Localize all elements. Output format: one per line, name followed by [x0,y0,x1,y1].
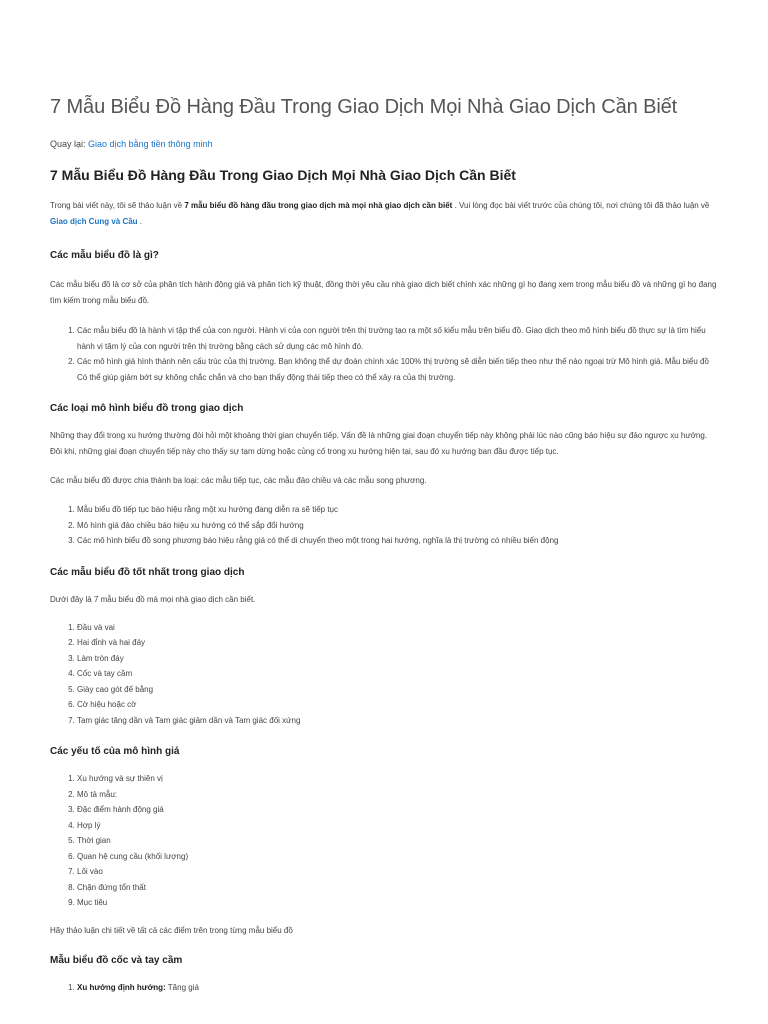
list-item: 5. Giày cao gót đế bằng [77,682,721,698]
list-item: 2. Mô tả mẫu: [77,787,721,803]
section-heading-pattern-types: Các loại mô hình biểu đồ trong giao dịch [50,403,244,414]
best-patterns-list [50,620,721,729]
list-item: 1. Các mẫu biểu đồ là hành vi tập thể của con người. Hành vi của con người trên thị trường tạo ra một số kiểu mẫu trên biểu đồ. Giao dịch theo mô hình biểu đồ thực sự là tìm hiểu hành vi tâm lý của con người trên thị trường bằng cách sử dụng các mô hình đó. [77,323,721,354]
pattern-elements-list [50,771,721,911]
section-heading-best-patterns: Các mẫu biểu đồ tốt nhất trong giao dịch [50,566,245,578]
list-item: 3. Làm tròn đáy [77,651,721,667]
article-title: 7 Mẫu Biểu Đồ Hàng Đầu Trong Giao Dịch Mọi Nhà Giao Dịch Cần Biết [50,167,516,183]
section-heading-what-are-patterns: Các mẫu biểu đồ là gì? [50,250,159,261]
list-item: 5. Thời gian [77,833,721,849]
list-item-value: Tăng giá [165,982,199,992]
section-paragraph: Các mẫu biểu đồ là cơ sở của phân tích hành động giá và phân tích kỹ thuật, đồng thời yêu cầu nhà giao dịch biết chính xác những gì họ đang xem trong mẫu biểu đồ và những gì họ đang tìm kiếm trong mẫu biểu đồ. [50,280,717,305]
cup-handle-list [50,980,721,996]
list-item: 6. Cờ hiệu hoặc cờ [77,697,721,713]
list-item: 7. Tam giác tăng dần và Tam giác giảm dần và Tam giác đối xứng [77,713,721,729]
list-item: 1. Mẫu biểu đồ tiếp tục báo hiệu rằng một xu hướng đang diễn ra sẽ tiếp tục [77,502,721,518]
list-item: 2. Mô hình giá đảo chiều báo hiệu xu hướng có thể sắp đổi hướng [77,518,721,534]
list-item: 7. Lối vào [77,864,721,880]
list-item: 3. Đặc điểm hành động giá [77,802,721,818]
section-paragraph: Dưới đây là 7 mẫu biểu đồ mà mọi nhà giao dịch cần biết. [50,594,256,604]
list-item: 6. Quan hệ cung cầu (khối lượng) [77,849,721,865]
intro-text-middle: . Vui lòng đọc bài viết trước của chúng tôi, nơi chúng tôi đã thảo luận về [452,201,710,210]
article-body [50,167,721,995]
list-item: 3. Các mô hình biểu đồ song phương báo hiệu rằng giá có thể di chuyển theo một trong hai hướng, nghĩa là thị trường có nhiều biến động [77,533,721,549]
section-heading-cup-and-handle: Mẫu biểu đồ cốc và tay cầm [50,954,183,966]
patterns-explanation-list [50,323,721,385]
supply-demand-link[interactable]: Giao dịch Cung và Cầu [50,217,138,226]
section-heading-pattern-elements: Các yếu tố của mô hình giá [50,746,180,757]
back-link[interactable]: Giao dịch bằng tiền thông minh [88,139,213,149]
section-paragraph: Những thay đổi trong xu hướng thường đòi hỏi một khoảng thời gian chuyển tiếp. Vấn đề là những giai đoạn chuyển tiếp này không phải lúc nào cũng báo hiệu sự đảo ngược xu hướng. Đôi khi, những giai đoạn chuyển tiếp này cho thấy sự tạm dừng hoặc củng cố trong xu hướng hiện tại, sau đó xu hướng ban đầu được tiếp tục. [50,431,708,456]
list-item: 8. Chặn đứng tổn thất [77,880,721,896]
list-item: 2. Các mô hình giá hình thành nên cấu trúc của thị trường. Bạn không thể dự đoán chính xác 100% thị trường sẽ diễn biến tiếp theo như thế nào ngoại trừ Mô hình giá. Mẫu biểu đồ Có thể giúp giảm bớt sự không chắc chắn và cho bạn thấy động thái tiếp theo có thể xảy ra của thị trường. [77,354,721,385]
list-item-label: Xu hướng định hướng: [77,982,166,992]
list-item [77,980,721,996]
intro-bold-text: 7 mẫu biểu đồ hàng đầu trong giao dịch mà mọi nhà giao dịch cần biết [184,201,453,210]
list-item: 9. Mục tiêu [77,895,721,911]
intro-text-before: Trong bài viết này, tôi sẽ thảo luận về [50,201,185,210]
section-paragraph: Hãy thảo luận chi tiết về tất cả các điểm trên trong từng mẫu biểu đồ [50,925,293,935]
intro-paragraph [50,198,721,230]
pattern-types-list [50,502,721,549]
back-navigation [50,139,213,149]
page-title: 7 Mẫu Biểu Đồ Hàng Đầu Trong Giao Dịch Mọi Nhà Giao Dịch Cần Biết [50,96,678,118]
section-paragraph: Các mẫu biểu đồ được chia thành ba loại: các mẫu tiếp tục, các mẫu đảo chiều và các mẫu song phương. [50,476,427,485]
list-item: 1. Đầu và vai [77,620,721,636]
list-item: 4. Hợp lý [77,818,721,834]
intro-text-after: . [137,217,143,226]
back-label: Quay lại: [50,139,86,149]
list-item: 1. Xu hướng và sự thiên vị [77,771,721,787]
list-item: 4. Cốc và tay cầm [77,666,721,682]
list-item: 2. Hai đỉnh và hai đáy [77,635,721,651]
